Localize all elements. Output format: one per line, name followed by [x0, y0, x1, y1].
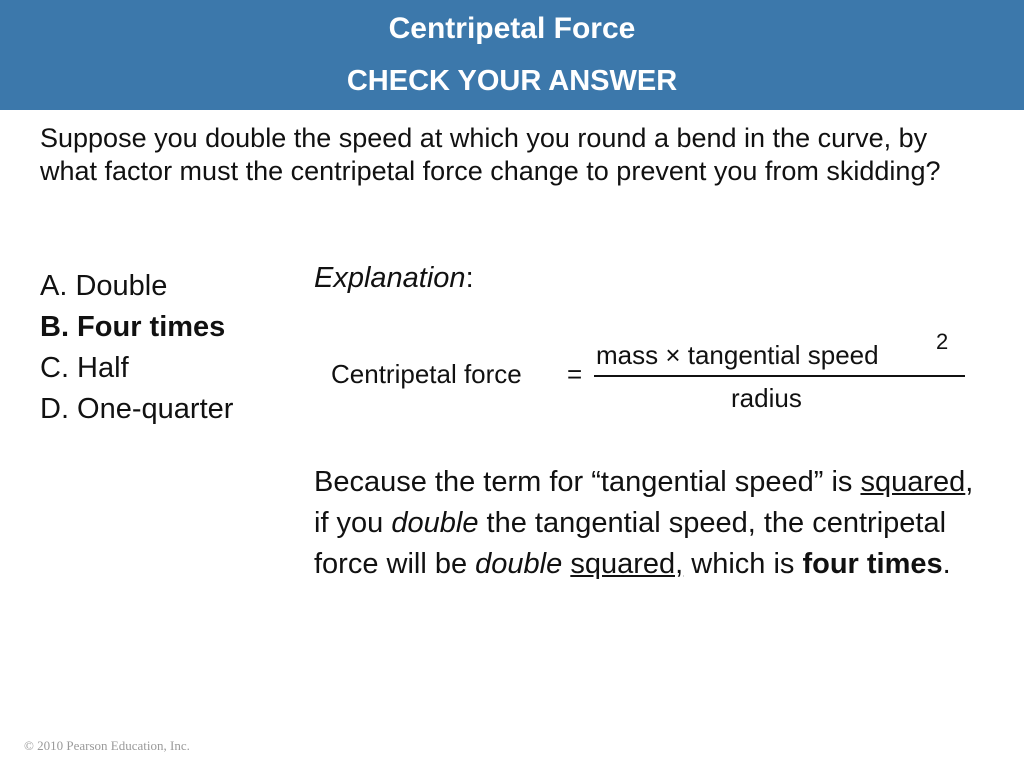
slide-subtitle: CHECK YOUR ANSWER: [346, 65, 678, 97]
explanation-label: Explanation: [314, 262, 466, 294]
explanation-paragraph: [314, 462, 994, 585]
option-b-correct: B. Four times: [40, 311, 226, 343]
answer-options: [40, 266, 233, 430]
option-a: A. Double: [40, 270, 168, 302]
slide-title: Centripetal Force: [388, 12, 636, 45]
fraction-bar: [594, 375, 965, 377]
because-part-4: which is: [683, 548, 803, 580]
four-times-bold: four times: [802, 548, 943, 580]
question-text: Suppose you double the speed at which you round a bend in the curve, by what factor must the centripetal force change to prevent you from skidding?: [40, 123, 941, 186]
because-part-2: , if you: [314, 466, 974, 539]
explanation-colon: :: [465, 262, 474, 294]
option-c: C. Half: [40, 352, 129, 384]
squared-underlined: squared: [860, 466, 966, 498]
formula-lhs: Centripetal force: [331, 359, 522, 389]
formula-numerator: mass × tangential speed: [596, 340, 879, 370]
formula-denominator: radius: [731, 383, 802, 413]
explanation-heading: [314, 259, 474, 297]
because-period: .: [942, 548, 951, 580]
because-part-1: Because the term for “tangential speed” is: [314, 466, 861, 498]
because-part-3: the tangential speed, the centripetal force will be: [314, 507, 947, 580]
double-italic-2: double: [475, 548, 563, 580]
slide-header: [0, 0, 1024, 110]
double-italic-1: double: [391, 507, 479, 539]
formula-equals: =: [567, 359, 583, 389]
option-d: D. One-quarter: [40, 393, 234, 425]
formula-exponent: 2: [936, 329, 949, 354]
centripetal-force-formula: [331, 329, 971, 423]
squared-underlined-2: squared,: [570, 548, 684, 580]
copyright-notice: © 2010 Pearson Education, Inc.: [24, 738, 190, 753]
